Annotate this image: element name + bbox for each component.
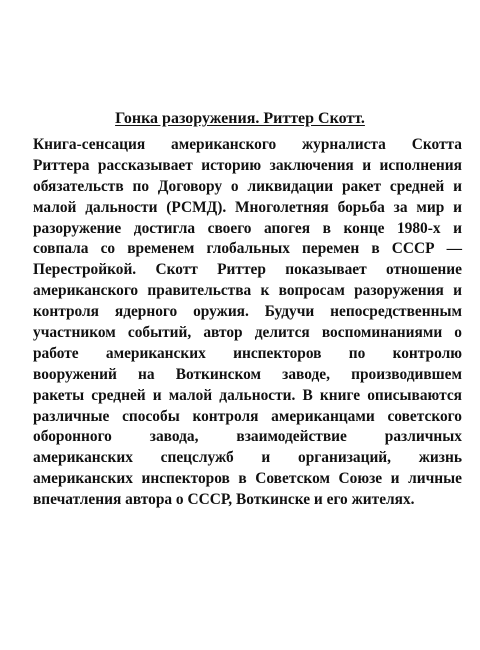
body-line: участником событий, автор делится воспоминаниями о: [33, 324, 462, 342]
body-line: Риттера рассказывает историю заключения и исполнения: [33, 156, 462, 174]
body-line: различные способы контроля американцами советского: [33, 407, 462, 425]
body-line: обязательств по Договору о ликвидации ракет средней и: [33, 177, 462, 195]
document-body: [33, 135, 462, 511]
body-line: работе американских инспекторов по контролю: [33, 344, 462, 362]
body-line: американского правительства к вопросам разоружения и: [33, 282, 462, 300]
body-line: вооружений на Воткинском заводе, производившем: [33, 365, 462, 383]
body-line: американских инспекторов в Советском Союзе и личные: [33, 470, 462, 488]
body-line: Книга-сенсация американского журналиста Скотта: [33, 136, 462, 153]
body-line: совпала со временем глобальных перемен в СССР —: [33, 240, 462, 258]
body-line: контроля ядерного оружия. Будучи непосредственным: [33, 303, 462, 321]
body-line: малой дальности (РСМД). Многолетняя борьба за мир и: [33, 198, 462, 216]
body-line: Перестройкой. Скотт Риттер показывает отношение: [33, 261, 462, 279]
body-line: впечатления автора о СССР, Воткинске и его жителях.: [33, 491, 415, 509]
body-line: американских спецслужб и организаций, жизнь: [33, 449, 462, 467]
body-line: разоружение достигла своего апогея в конце 1980-х и: [33, 219, 462, 237]
document-title: Гонка разоружения. Риттер Скотт.: [115, 110, 365, 127]
body-line: оборонного завода, взаимодействие различных: [33, 428, 462, 446]
body-line: ракеты средней и малой дальности. В книге описываются: [33, 386, 462, 404]
